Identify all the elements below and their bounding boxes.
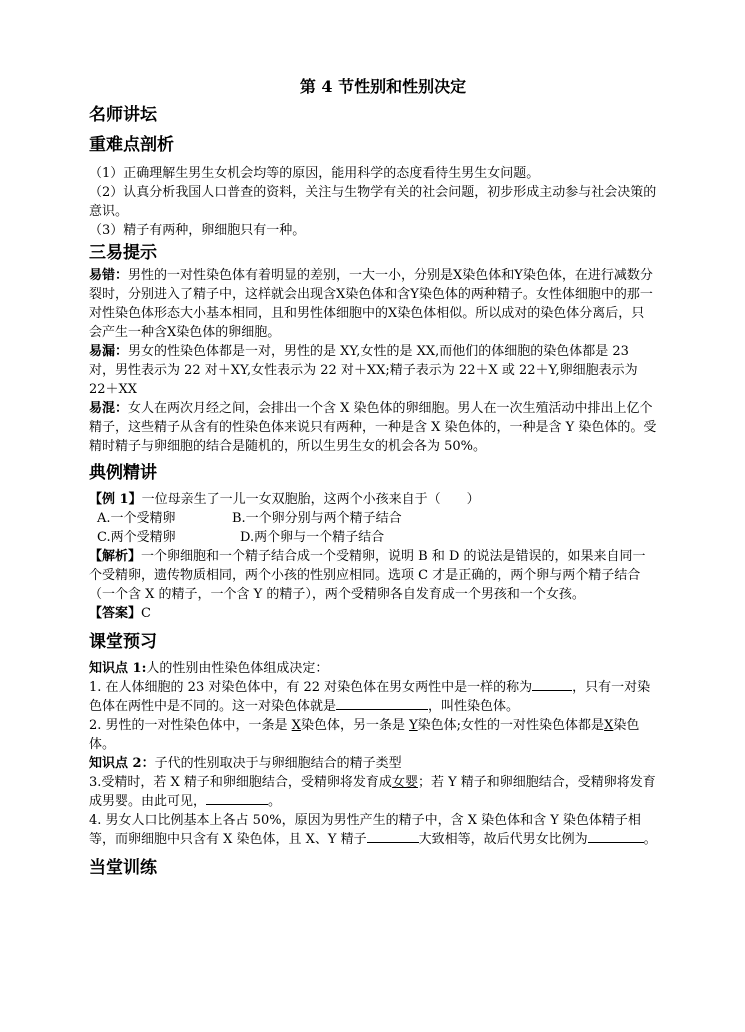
section-heading-examples: 典例精讲 [89,463,157,483]
q1-blank-2[interactable] [336,697,428,710]
answer-text: C [141,606,151,621]
q2-answer-y: Y [409,718,418,733]
tip-omit [89,342,657,399]
section-heading-lecture: 名师讲坛 [89,105,157,125]
analysis-text: 一个卵细胞和一个精子结合成一个受精卵，说明 B 和 D 的说法是错误的，如果来自同一个受精卵，遗传物质相同，两个小孩的性别应相同。选项 C 才是正确的，两个卵与两个精子结合（一个含 X 的精子，一个含 Y 的精子），两个受精卵各自发育成一个男孩和一个女孩。 [89,549,646,602]
tip-omit-label: 易漏： [89,344,129,359]
option-c: C.两个受精卵 [97,530,176,545]
option-a: A.一个受精卵 [97,511,176,526]
section-heading-practice: 当堂训练 [89,858,157,878]
q2-text-b: 染色体，另一条是 [300,718,410,733]
key-point-3: （3）精子有两种，卵细胞只有一种。 [89,223,306,238]
tip-error-text: 男性的一对性染色体有着明显的差别，一大一小，分别是X染色体和Y染色体，在进行减数分裂时，分别进入了精子中，这样就会出现含X染色体和含Y染色体的两种精子。女性体细胞中的那一对性染色体形态大小基本相同，且和男性体细胞中的X染色体相似。所以成对的染色体分离后，只会产生一种含X染色体的卵细胞。 [89,268,653,340]
example-analysis [89,547,657,604]
q3-text-c: 。 [268,794,282,809]
tip-error-label: 易错： [89,268,129,283]
kp1-label: 知识点 1: [89,661,147,676]
key-point-2: （2）认真分析我国人口普查的资料，关注与生物学有关的社会问题，初步形成主动参与社会决策的意识。 [89,185,657,219]
q4-text-b: 大致相等，故后代男女比例为 [418,832,588,847]
knowledge-point-1 [89,659,657,678]
example-answer [89,604,657,623]
q2-text-c: 染色体;女性的一对性染色体都是 [417,718,605,733]
option-d: D.两个卵与一个精子结合 [240,530,385,545]
kp2-label: 知识点 2： [89,756,155,771]
tip-confuse-label: 易混： [89,401,129,416]
q3-text-b: ；若 Y 精子和卵细胞结合，受精卵将发育成男婴。由此可见， [89,775,656,809]
q4-blank-2[interactable] [588,830,644,843]
tip-confuse-text: 女人在两次月经之间，会排出一个含 X 染色体的卵细胞。男人在一次生殖活动中排出上亿个精子，这些精子从含有的性染色体来说只有两种，一种是含 X 染色体的，一种是含 Y 染色体的。受精时精子与卵细胞的结合是随机的，所以生男生女的机会各为 50%。 [89,401,657,454]
example-question [89,490,657,509]
q4-blank-1[interactable] [367,830,419,843]
page-title: 第 4 节性别和性别决定 [299,77,467,96]
tip-error [89,266,657,342]
section-heading-key-points: 重难点剖析 [89,135,174,155]
knowledge-point-2 [89,754,657,773]
analysis-label: 【解析】 [89,549,142,564]
kp1-title: 人的性别由性染色体组成决定： [146,661,329,676]
option-b: B.一个卵分别与两个精子结合 [232,511,402,526]
q1-text-b: ，只有一对染色体在两性中是不同的。这一对染色体就是 [89,680,651,714]
question-4 [89,811,657,849]
question-1 [89,678,657,716]
example-options-row-1 [89,509,657,528]
q4-text-a: 4. 男女人口比例基本上各占 50%，原因为男性产生的精子中，含 X 染色体和含 Y 染色体精子相等，而卵细胞中只含有 X 染色体，且 X、Y 精子 [89,813,641,847]
key-point-1: （1）正确理解生男生女机会均等的原因，能用科学的态度看待生男生女问题。 [89,166,540,181]
tip-omit-text: 男女的性染色体都是一对，男性的是 XY,女性的是 XX,而他们的体细胞的染色体都是 23 对，男性表示为 22 对＋XY,女性表示为 22 对＋XX;精子表示为 22＋X 或 22＋Y,卵细胞表示为 22＋XX [89,344,638,397]
question-2 [89,716,657,754]
q4-text-c: 。 [643,832,657,847]
example-options-row-2 [89,528,657,547]
q1-text-c: ，叫性染色体。 [428,699,520,714]
q2-text-a: 2. 男性的一对性染色体中，一条是 [89,718,292,733]
answer-label: 【答案】 [89,606,142,621]
example-label: 【例 1】 [89,492,142,507]
q2-answer-x: X [291,718,301,733]
section-heading-tips: 三易提示 [89,243,157,263]
question-3 [89,773,657,811]
tip-confuse [89,399,657,456]
example-question-text: 一位母亲生了一儿一女双胞胎，这两个小孩来自于（ ） [141,492,480,507]
q1-blank-1[interactable] [532,678,572,691]
q2-text-d: 染色体。 [89,718,640,752]
q3-text-a: 3.受精时，若 X 精子和卵细胞结合，受精卵将发育成 [89,775,392,790]
q3-blank[interactable] [206,792,268,805]
q2-answer-x2: X [604,718,614,733]
section-heading-preview: 课堂预习 [89,632,157,652]
q1-text-a: 1. 在人体细胞的 23 对染色体中，有 22 对染色体在男女两性中是一样的称为 [89,680,533,695]
document-page [89,76,657,881]
q3-answer: 女婴 [391,775,418,790]
kp2-title: 子代的性别取决于与卵细胞结合的精子类型 [154,756,402,771]
